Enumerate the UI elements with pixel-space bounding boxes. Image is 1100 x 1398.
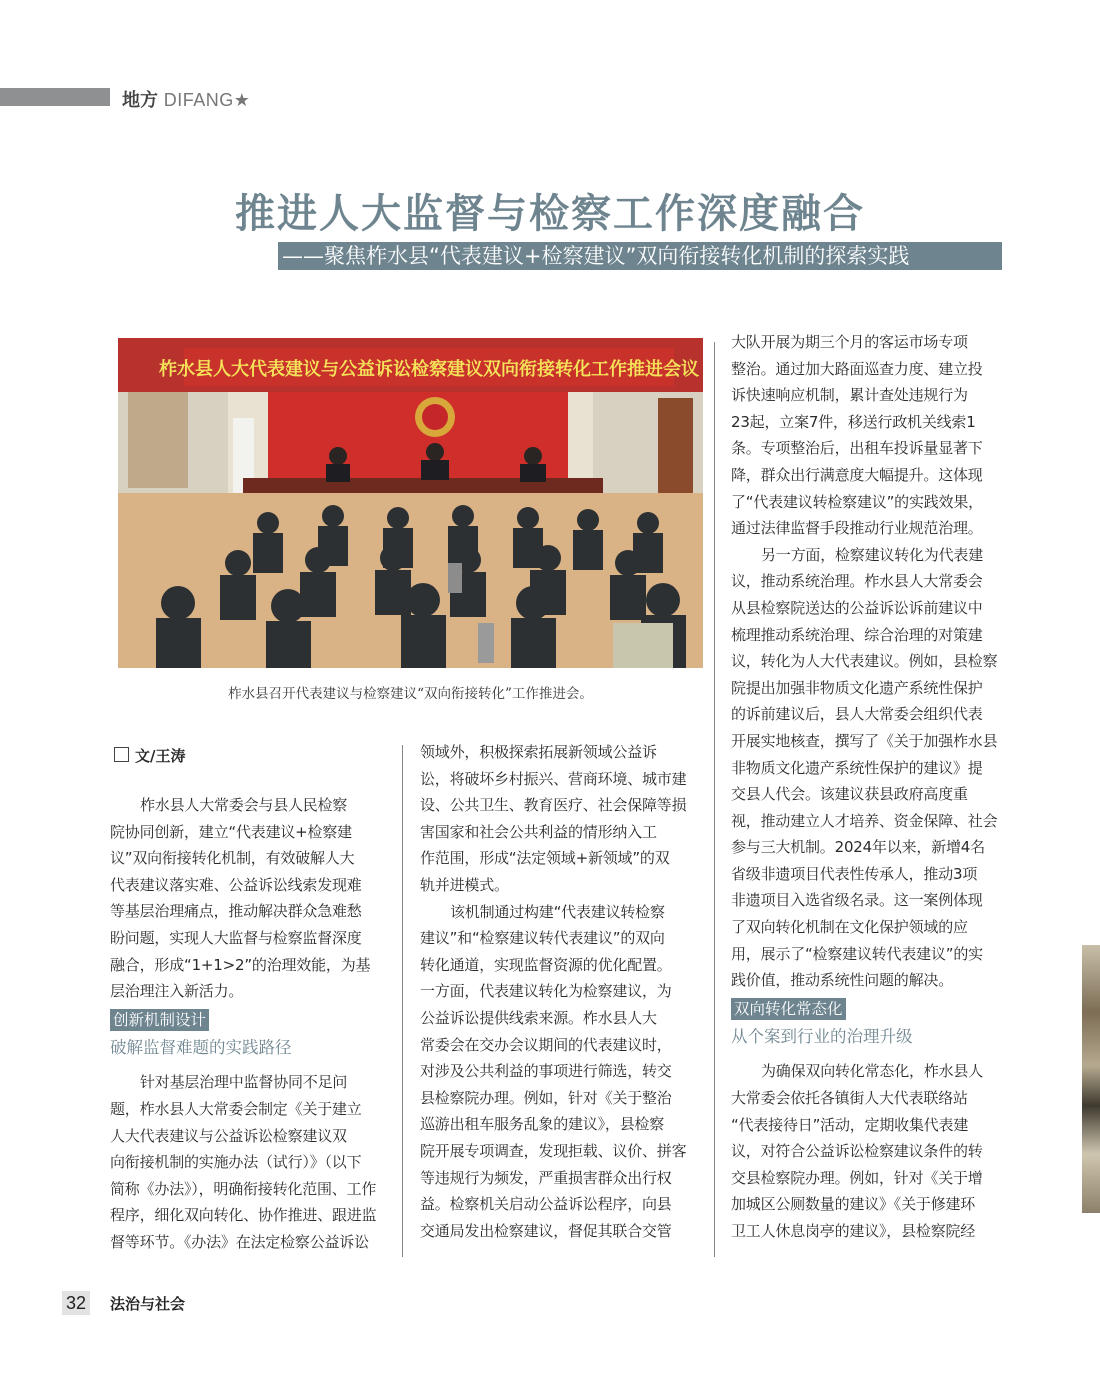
section-bar bbox=[0, 88, 110, 106]
magazine-name: 法治与社会 bbox=[110, 1295, 186, 1313]
column-1 bbox=[110, 792, 390, 1256]
column-divider-2 bbox=[714, 342, 715, 1257]
col3-paragraph-2: 另一方面，检察建议转化为代表建 议，推动系统治理。柞水县人大常委会 从县检察院送达的公益诉讼诉前建议中 梳理推动系统治理、综合治理的对策建 议，转化为人大代表建议。例如，县检察 院提出加强非物质文化遗产系统性保护 的诉前建议后，县人大常委会组织代表 开展实地核查，撰写了《关于加强柞水县 非物质文化遗产系统性保护的建议》提 交县人代会。该建议获县政府高度重 视，推动建立人才培养、资金保障、社会 参与三大机制。2024年以来，新增4名 省级非遗项目代表性传承人，推动3项 非遗项目入选省级名录。这一案例体现 了双向转化机制在文化保护领域的应 用，展示了“检察建议转代表建议”的实 践价值，推动系统性问题的解决。 bbox=[731, 545, 998, 990]
section-heading-practice: 破解监督难题的实践路径 bbox=[110, 1038, 292, 1058]
col3-paragraph-1: 大队开展为期三个月的客运市场专项 整治。通过加大路面巡查力度、建立投 诉快速响应机制，累计查处违规行为 23起，立案7件，移送行政机关线索1 条。专项整治后，出租车投诉量显著下 降，群众出行满意度大幅提升。这体现 了“代表建议转检察建议”的实践效果， 通过法律监督手段推动行业规范治理。 bbox=[731, 333, 983, 538]
col1-paragraph-2: 针对基层治理中监督协同不足问 题，柞水县人大常委会制定《关于建立 人大代表建议与公益诉讼检察建议双 向衔接机制的实施办法（试行）》（以下 简称《办法》），明确衔接转化范围、工作 程序，细化双向转化、协作推进、跟进监 督等环节。《办法》在法定检察公益诉讼 bbox=[110, 1073, 377, 1251]
photo-caption: 柞水县召开代表建议与检察建议“双向衔接转化”工作推进会。 bbox=[228, 686, 593, 702]
section-tag-innovation: 创新机制设计 bbox=[110, 1009, 209, 1031]
section-heading-upgrade: 从个案到行业的治理升级 bbox=[731, 1027, 913, 1047]
meeting-photo bbox=[118, 338, 703, 668]
col2-paragraph-2: 该机制通过构建“代表建议转检察 建议”和“检察建议转代表建议”的双向 转化通道，实现监督资源的优化配置。 一方面，代表建议转化为检察建议，为 公益诉讼提供线索来源。柞水县人大 常委会在交办会议期间的代表建议时， 对涉及公共利益的事项进行筛选，转交 县检察院办理。例如，针对《关于整治 巡游出租车服务乱象的建议》，县检察 院开展专项调查，发现拒载、议价、拼客 等违规行为频发，严重损害群众出行权 益。检察机关启动公益诉讼程序，向县 交通局发出检察建议，督促其联合交管 bbox=[420, 902, 687, 1240]
section-name-cn: 地方 bbox=[122, 90, 158, 111]
article-subtitle: ——聚焦柞水县“代表建议+检察建议”双向衔接转化机制的探索实践 bbox=[278, 242, 1002, 270]
col2-paragraph-1: 领域外，积极探索拓展新领域公益诉 讼，将破坏乡村振兴、营商环境、城市建 设、公共卫生、教育医疗、社会保障等损 害国家和社会公共利益的情形纳入工 作范围，形成“法定领域+新领域”的双 轨并进模式。 bbox=[420, 743, 687, 894]
column-3 bbox=[731, 329, 1011, 1245]
col3-paragraph-3: 为确保双向转化常态化，柞水县人 大常委会依托各镇街人大代表联络站 “代表接待日”活动，定期收集代表建 议，对符合公益诉讼检察建议条件的转 交县检察院办理。例如，针对《关于增 加城区公厕数量的建议》《关于修建环 卫工人休息岗亭的建议》，县检察院经 bbox=[731, 1062, 984, 1240]
column-2 bbox=[420, 739, 702, 1244]
article-title: 推进人大监督与检察工作深度融合 bbox=[235, 191, 865, 237]
byline bbox=[114, 745, 185, 766]
section-label bbox=[122, 86, 250, 112]
section-name-en: DIFANG★ bbox=[163, 90, 251, 110]
col1-paragraph-1: 柞水县人大常委会与县人民检察 院协同创新，建立“代表建议+检察建 议”双向衔接转化机制，有效破解人大 代表建议落实难、公益诉讼线索发现难 等基层治理痛点，推动解决群众急难愁 盼问题，实现人大监督与检察监督深度 融合，形成“1+1>2”的治理效能，为基 层治理注入新活力。 bbox=[110, 796, 371, 1001]
byline-box-icon bbox=[114, 747, 129, 762]
page-number: 32 bbox=[62, 1291, 90, 1315]
banner-text: 柞水县人大代表建议与公益诉讼检察建议双向衔接转化工作推进会议 bbox=[159, 359, 699, 380]
column-divider-1 bbox=[402, 745, 403, 1257]
author: 文/王涛 bbox=[135, 747, 186, 765]
edge-photo-fragment bbox=[1082, 945, 1100, 1213]
section-tag-normalization: 双向转化常态化 bbox=[731, 998, 846, 1020]
